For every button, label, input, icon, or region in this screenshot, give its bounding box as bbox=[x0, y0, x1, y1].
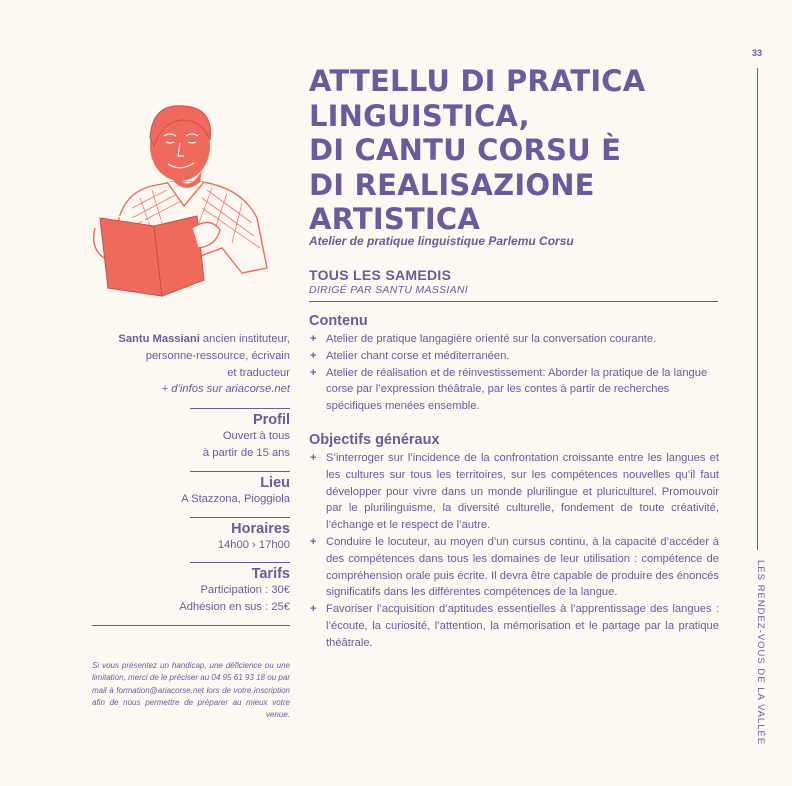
main-content bbox=[309, 313, 719, 652]
profil-heading: Profil bbox=[252, 412, 290, 429]
title-block bbox=[309, 64, 729, 302]
horaires-heading: Horaires bbox=[231, 520, 290, 537]
contenu-list bbox=[309, 331, 719, 415]
list-item: + Atelier chant corse et méditerranéen. bbox=[309, 348, 719, 365]
objectifs-heading: Objectifs généraux bbox=[309, 431, 440, 448]
lieu-heading: Lieu bbox=[260, 474, 290, 491]
side-label: LES RENDEZ-VOUS DE LA VALLÉE bbox=[755, 560, 766, 746]
man-reading-illustration bbox=[92, 98, 272, 298]
divider bbox=[190, 517, 290, 518]
divider bbox=[190, 562, 290, 563]
plus-icon: + bbox=[310, 366, 317, 379]
page-title bbox=[309, 64, 729, 237]
title-line: ARTISTICA bbox=[309, 202, 481, 236]
list-item: + S’interroger sur l’incidence de la confrontation croissante entre les langues et les cultures sur tous les territoires, sur les compétences nouvelles qu’il faut développer pour vivre dans un monde plurilingue et pluriculturel. Promouvoir par le plurilinguisme, la diversité culturelle, fondement de toute créativité, l’échange et le respect de l’autre. bbox=[310, 451, 719, 532]
title-line: DI CANTU CORSU È bbox=[309, 133, 622, 167]
list-item: + Conduire le locuteur, au moyen d’un cursus continu, à la capacité d’accéder à des compétences dans tous les domaines de leur utilisation : compétence de compréhension orale puis écrite. Il devra être capable de produire des énoncés significatifs dans les différentes compétences de la langue. bbox=[310, 535, 719, 599]
plus-icon: + bbox=[310, 333, 317, 345]
list-item: + Favoriser l’acquisition d’aptitudes essentielles à l’apprentissage des langues : l’écoute, la curiosité, l’attention, la mémorisation et le partage par la pratique théâtrale. bbox=[310, 603, 719, 649]
objectifs-list bbox=[309, 450, 719, 652]
plus-icon: + bbox=[310, 535, 317, 548]
bio: Santu Massiani ancien instituteur, personne-ressource, écrivain et traducteur + d’infos sur ariacorse.net bbox=[92, 331, 290, 398]
title-line: ATTELLU DI PRATICA bbox=[309, 64, 646, 98]
divider bbox=[190, 471, 290, 472]
plus-icon: + bbox=[310, 349, 317, 362]
list-item: + Atelier de réalisation et de réinvestissement: Aborder la pratique de la langue corse par l’expression théâtrale, par les contes à partir de recherches spécifiques menées ensemble. bbox=[310, 366, 708, 413]
divider bbox=[92, 625, 290, 626]
bio-name: Santu Massiani bbox=[118, 333, 200, 345]
plus-icon: + bbox=[310, 603, 317, 616]
divider bbox=[190, 408, 290, 409]
plus-icon: + bbox=[310, 451, 317, 464]
title-line: LINGUISTICA, bbox=[309, 98, 530, 133]
accessibility-notice: Si vous présentez un handicap, une déficience ou une limitation, merci de le préciser au 04 95 61 93 18 ou par mail à formation@ariacorse.net lors de votre inscription afin de nous permettre de préparer au mieux votre venue. bbox=[92, 661, 290, 720]
list-item: + Atelier de pratique langagière orienté sur la conversation courante. bbox=[309, 331, 719, 348]
subtitle: Atelier de pratique linguistique Parlemu Corsu bbox=[309, 233, 574, 248]
director: DIRIGÉ PAR SANTU MASSIANI bbox=[309, 283, 468, 296]
title-divider bbox=[309, 301, 718, 302]
contenu-heading: Contenu bbox=[309, 313, 368, 329]
schedule: TOUS LES SAMEDIS bbox=[309, 266, 452, 283]
info-column: Santu Massiani ancien instituteur, personne-ressource, écrivain et traducteur + d’infos sur ariacorse.net Profil Ouvert à tous à partir de 15 ans Lieu A Stazzona, Pioggiola Horaires 14h00 › 17h00 Tarifs Participation : 30€ Adhésion en sus : 25€ bbox=[92, 331, 290, 626]
page-number: 33 bbox=[751, 48, 762, 58]
side-rule bbox=[757, 68, 758, 550]
title-line: DI REALISAZIONE bbox=[309, 167, 595, 202]
tarifs-heading: Tarifs bbox=[251, 566, 290, 583]
info-link[interactable]: + d’infos sur ariacorse.net bbox=[161, 383, 290, 396]
